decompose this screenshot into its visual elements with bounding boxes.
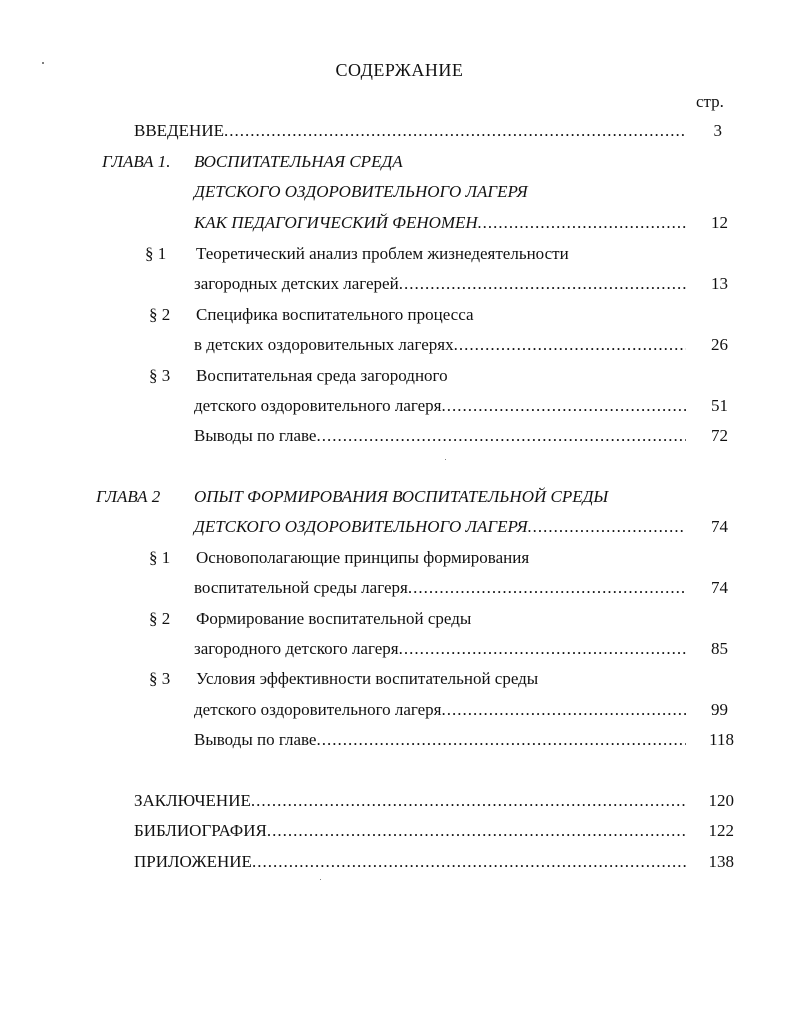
leader-dots xyxy=(316,728,686,752)
toc-entry-intro xyxy=(134,119,686,143)
page-number: 118 xyxy=(709,730,734,749)
toc-entry-label: Выводы по главе xyxy=(194,426,317,445)
page-number: 99 xyxy=(711,700,728,719)
section-title-text: в детских оздоровительных лагерях xyxy=(194,335,454,354)
section-title-line: Теоретический анализ проблем жизнедеятельности xyxy=(196,244,569,263)
section-title-text: загородных детских лагерей xyxy=(194,274,399,293)
section-title-line: Воспитательная среда загородного xyxy=(196,366,448,385)
section-symbol: § 2 xyxy=(149,305,171,324)
chapter-title-line-last xyxy=(194,211,686,235)
page-number: 3 xyxy=(713,121,722,140)
toc-entry-label: ЗАКЛЮЧЕНИЕ xyxy=(134,791,251,810)
section-symbol: § 3 xyxy=(149,669,171,688)
chapter-label: ГЛАВА 1. xyxy=(102,152,171,171)
chapter-title-text: КАК ПЕДАГОГИЧЕСКИЙ ФЕНОМЕН xyxy=(194,213,478,232)
page-title: СОДЕРЖАНИЕ xyxy=(335,60,464,80)
leader-dots xyxy=(399,637,686,661)
page-number: 122 xyxy=(708,821,734,840)
section-symbol: § 2 xyxy=(149,609,171,628)
section-title-line-last xyxy=(194,698,686,722)
leader-dots xyxy=(442,394,686,418)
toc-entry-conclusions xyxy=(194,728,686,752)
chapter-title-line: ВОСПИТАТЕЛЬНАЯ СРЕДА xyxy=(194,152,403,171)
page-number: 120 xyxy=(708,791,734,810)
section-title-line-last xyxy=(194,637,686,661)
section-title-line: Формирование воспитательной среды xyxy=(196,609,472,628)
leader-dots xyxy=(442,698,686,722)
section-title-line: Условия эффективности воспитательной среды xyxy=(196,669,539,688)
section-title-text: загородного детского лагеря xyxy=(194,639,399,658)
page-number: 72 xyxy=(711,426,728,445)
toc-entry-label: ВВЕДЕНИЕ xyxy=(134,121,224,140)
section-symbol: § 3 xyxy=(149,366,171,385)
leader-dots xyxy=(408,576,686,600)
toc-entry-bibliography xyxy=(134,819,686,843)
section-title-line-last xyxy=(194,272,686,296)
leader-dots xyxy=(528,515,686,539)
leader-dots xyxy=(224,119,686,143)
page-number: 74 xyxy=(711,517,728,536)
page-number: 138 xyxy=(708,852,734,871)
leader-dots xyxy=(252,850,686,874)
section-title-line: Основополагающие принципы формирования xyxy=(196,548,530,567)
section-title-line: Специфика воспитательного процесса xyxy=(196,305,474,324)
leader-dots xyxy=(251,789,686,813)
page-number: 12 xyxy=(711,213,728,232)
scan-speck xyxy=(320,879,321,880)
chapter-label: ГЛАВА 2 xyxy=(96,487,161,506)
leader-dots xyxy=(399,272,686,296)
toc-entry-appendix xyxy=(134,850,686,874)
leader-dots xyxy=(454,333,686,357)
chapter-title-line: ОПЫТ ФОРМИРОВАНИЯ ВОСПИТАТЕЛЬНОЙ СРЕДЫ xyxy=(194,487,609,506)
leader-dots xyxy=(316,424,686,448)
toc-entry-conclusions xyxy=(194,424,686,448)
toc-entry-label: БИБЛИОГРАФИЯ xyxy=(134,821,267,840)
section-symbol: § 1 xyxy=(145,244,167,263)
leader-dots xyxy=(267,819,686,843)
section-title-text: воспитательной среды лагеря xyxy=(194,578,408,597)
section-title-text: детского оздоровительного лагеря xyxy=(194,396,442,415)
chapter-title-text: ДЕТСКОГО ОЗДОРОВИТЕЛЬНОГО ЛАГЕРЯ xyxy=(194,517,528,536)
page-number: 26 xyxy=(711,335,728,354)
page-number: 51 xyxy=(711,396,728,415)
chapter-title-line: ДЕТСКОГО ОЗДОРОВИТЕЛЬНОГО ЛАГЕРЯ xyxy=(194,182,528,201)
toc-entry-conclusion xyxy=(134,789,686,813)
scan-speck xyxy=(445,459,446,460)
toc-entry-label: ПРИЛОЖЕНИЕ xyxy=(134,852,252,871)
page-number: 74 xyxy=(711,578,728,597)
section-title-line-last xyxy=(194,576,686,600)
page-column-header: стр. xyxy=(696,92,724,111)
page-number: 85 xyxy=(711,639,728,658)
leader-dots xyxy=(478,211,686,235)
page-number: 13 xyxy=(711,274,728,293)
section-title-text: детского оздоровительного лагеря xyxy=(194,700,442,719)
section-symbol: § 1 xyxy=(149,548,171,567)
section-title-line-last xyxy=(194,333,686,357)
section-title-line-last xyxy=(194,394,686,418)
toc-entry-label: Выводы по главе xyxy=(194,730,317,749)
chapter-title-line-last xyxy=(194,515,686,539)
